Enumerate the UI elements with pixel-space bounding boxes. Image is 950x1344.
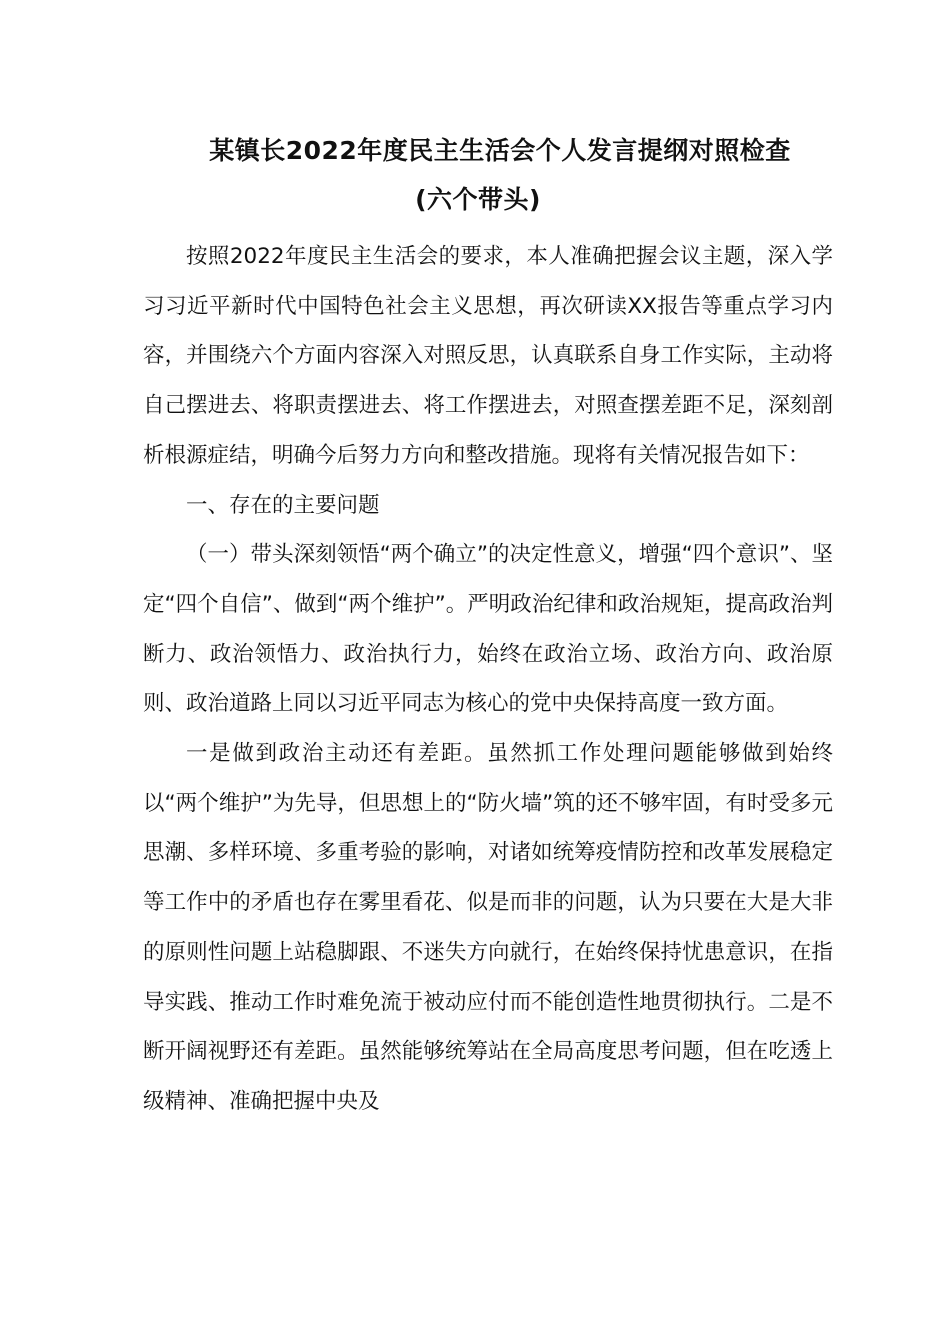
document-subtitle: (六个带头) xyxy=(415,185,541,214)
document-body xyxy=(143,232,833,1127)
intro-paragraph: 按照2022年度民主生活会的要求，本人准确把握会议主题，深入学习习近平新时代中国特色社会主义思想，再次研读XX报告等重点学习内容，并围绕六个方面内容深入对照反思，认真联系自身工作实际，主动将自己摆进去、将职责摆进去、将工作摆进去，对照查摆差距不足，深刻剖析根源症结，明确今后努力方向和整改措施。现将有关情况报告如下： xyxy=(143,244,833,468)
body-paragraph: 一是做到政治主动还有差距。虽然抓工作处理问题能够做到始终以“两个维护”为先导，但思想上的“防火墙”筑的还不够牢固，有时受多元思潮、多样环境、多重考验的影响，对诸如统筹疫情防控和改革发展稳定等工作中的矛盾也存在雾里看花、似是而非的问题，认为只要在大是大非的原则性问题上站稳脚跟、不迷失方向就行，在始终保持忧患意识，在指导实践、推动工作时难免流于被动应付而不能创造性地贯彻执行。二是不断开阔视野还有差距。虽然能够统筹站在全局高度思考问题，但在吃透上级精神、准确把握中央及 xyxy=(143,741,833,1114)
subsection-heading: （一）带头深刻领悟“两个确立”的决定性意义，增强“四个意识”、坚定“四个自信”、做到“两个维护”。严明政治纪律和政治规矩，提高政治判断力、政治领悟力、政治执行力，始终在政治立场、政治方向、政治原则、政治道路上同以习近平同志为核心的党中央保持高度一致方面。 xyxy=(143,542,833,717)
document-title: 某镇长2022年度民主生活会个人发言提纲对照检查 xyxy=(209,136,791,165)
section-heading: 一、存在的主要问题 xyxy=(186,492,380,518)
